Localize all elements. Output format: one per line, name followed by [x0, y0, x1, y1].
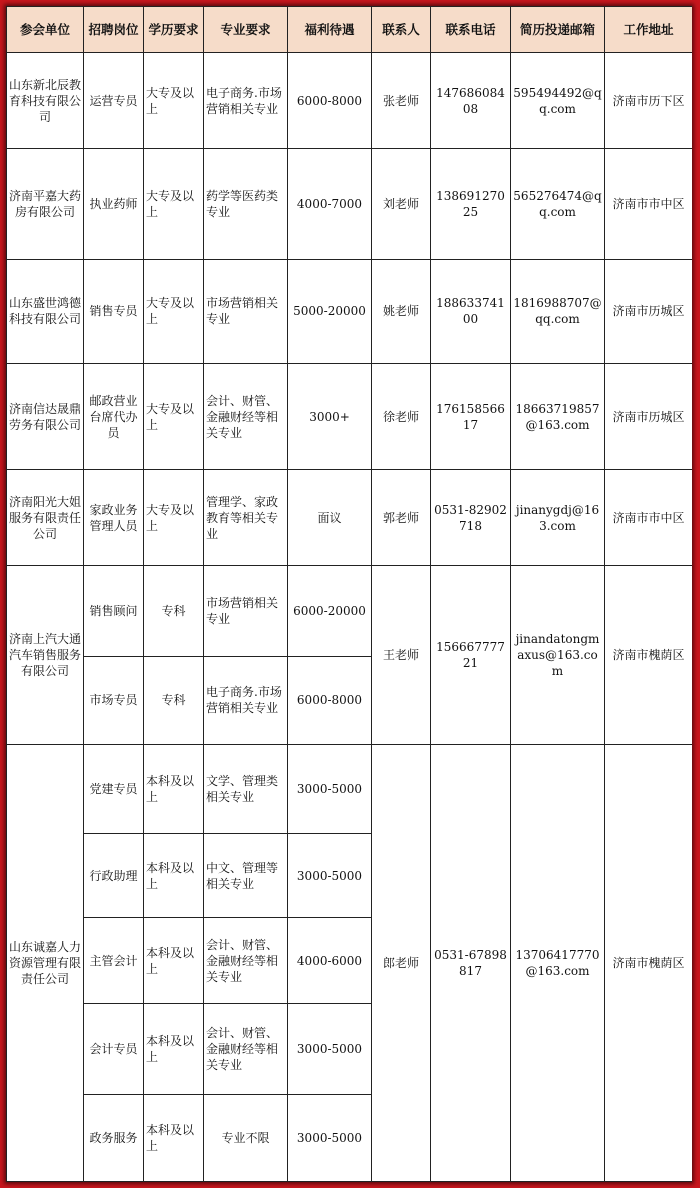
salary-cell: 3000-5000 — [288, 1094, 372, 1181]
email-cell: 1816988707@qq.com — [511, 259, 605, 363]
salary-cell: 3000-5000 — [288, 744, 372, 833]
education-cell: 本科及以上 — [144, 918, 204, 1004]
phone-cell: 13869127025 — [431, 149, 511, 259]
salary-cell: 6000-20000 — [288, 566, 372, 656]
phone-cell: 0531-82902718 — [431, 470, 511, 566]
address-cell: 济南市市中区 — [605, 470, 693, 566]
education-cell: 大专及以上 — [144, 53, 204, 149]
company-cell: 济南阳光大姐服务有限责任公司 — [7, 470, 84, 566]
position-cell: 家政业务管理人员 — [84, 470, 144, 566]
address-cell: 济南市槐荫区 — [605, 744, 693, 1181]
header-phone: 联系电话 — [431, 7, 511, 53]
phone-cell: 17615856617 — [431, 363, 511, 469]
major-cell: 会计、财管、金融财经等相关专业 — [204, 363, 288, 469]
email-cell: 595494492@qq.com — [511, 53, 605, 149]
salary-cell: 4000-7000 — [288, 149, 372, 259]
email-cell: 18663719857@163.com — [511, 363, 605, 469]
education-cell: 本科及以上 — [144, 1004, 204, 1094]
company-cell: 济南上汽大通汽车销售服务有限公司 — [7, 566, 84, 744]
education-cell: 大专及以上 — [144, 363, 204, 469]
header-education: 学历要求 — [144, 7, 204, 53]
major-cell: 会计、财管、金融财经等相关专业 — [204, 918, 288, 1004]
salary-cell: 面议 — [288, 470, 372, 566]
email-cell: jinanygdj@163.com — [511, 470, 605, 566]
major-cell: 中文、管理等相关专业 — [204, 834, 288, 918]
address-cell: 济南市历城区 — [605, 363, 693, 469]
contact-cell: 姚老师 — [372, 259, 431, 363]
major-cell: 会计、财管、金融财经等相关专业 — [204, 1004, 288, 1094]
position-cell: 邮政营业台席代办员 — [84, 363, 144, 469]
contact-cell: 张老师 — [372, 53, 431, 149]
position-cell: 行政助理 — [84, 834, 144, 918]
salary-cell: 4000-6000 — [288, 918, 372, 1004]
position-cell: 会计专员 — [84, 1004, 144, 1094]
header-row — [7, 7, 693, 53]
major-cell: 市场营销相关专业 — [204, 259, 288, 363]
education-cell: 大专及以上 — [144, 149, 204, 259]
salary-cell: 6000-8000 — [288, 53, 372, 149]
phone-cell: 14768608408 — [431, 53, 511, 149]
salary-cell: 3000-5000 — [288, 834, 372, 918]
email-cell: 13706417770@163.com — [511, 744, 605, 1181]
header-email: 简历投递邮箱 — [511, 7, 605, 53]
major-cell: 药学等医药类专业 — [204, 149, 288, 259]
company-cell: 山东新北辰教育科技有限公司 — [7, 53, 84, 149]
phone-cell: 0531-67898817 — [431, 744, 511, 1181]
table-row — [7, 53, 693, 149]
major-cell: 电子商务.市场营销相关专业 — [204, 656, 288, 744]
position-cell: 市场专员 — [84, 656, 144, 744]
position-cell: 政务服务 — [84, 1094, 144, 1181]
company-cell: 山东诚嘉人力资源管理有限责任公司 — [7, 744, 84, 1181]
salary-cell: 6000-8000 — [288, 656, 372, 744]
position-cell: 执业药师 — [84, 149, 144, 259]
table-row — [7, 744, 693, 833]
major-cell: 电子商务.市场营销相关专业 — [204, 53, 288, 149]
email-cell: 565276474@qq.com — [511, 149, 605, 259]
recruitment-table — [6, 6, 692, 1182]
salary-cell: 3000+ — [288, 363, 372, 469]
position-cell: 党建专员 — [84, 744, 144, 833]
position-cell: 主管会计 — [84, 918, 144, 1004]
contact-cell: 郭老师 — [372, 470, 431, 566]
poster-frame — [6, 6, 692, 1182]
header-major: 专业要求 — [204, 7, 288, 53]
major-cell: 管理学、家政教育等相关专业 — [204, 470, 288, 566]
header-contact: 联系人 — [372, 7, 431, 53]
major-cell: 专业不限 — [204, 1094, 288, 1181]
header-address: 工作地址 — [605, 7, 693, 53]
major-cell: 文学、管理类相关专业 — [204, 744, 288, 833]
contact-cell: 徐老师 — [372, 363, 431, 469]
education-cell: 本科及以上 — [144, 834, 204, 918]
table-row — [7, 259, 693, 363]
education-cell: 大专及以上 — [144, 470, 204, 566]
table-row — [7, 363, 693, 469]
contact-cell: 刘老师 — [372, 149, 431, 259]
company-cell: 山东盛世鸿德科技有限公司 — [7, 259, 84, 363]
education-cell: 本科及以上 — [144, 744, 204, 833]
table-row — [7, 470, 693, 566]
address-cell: 济南市市中区 — [605, 149, 693, 259]
position-cell: 运营专员 — [84, 53, 144, 149]
contact-cell: 郎老师 — [372, 744, 431, 1181]
table-row — [7, 149, 693, 259]
education-cell: 本科及以上 — [144, 1094, 204, 1181]
position-cell: 销售顾问 — [84, 566, 144, 656]
education-cell: 专科 — [144, 566, 204, 656]
education-cell: 大专及以上 — [144, 259, 204, 363]
company-cell: 济南信达晟鼎劳务有限公司 — [7, 363, 84, 469]
header-salary: 福利待遇 — [288, 7, 372, 53]
major-cell: 市场营销相关专业 — [204, 566, 288, 656]
education-cell: 专科 — [144, 656, 204, 744]
email-cell: jinandatongmaxus@163.com — [511, 566, 605, 744]
header-position: 招聘岗位 — [84, 7, 144, 53]
address-cell: 济南市历下区 — [605, 53, 693, 149]
phone-cell: 15666777721 — [431, 566, 511, 744]
salary-cell: 3000-5000 — [288, 1004, 372, 1094]
company-cell: 济南平嘉大药房有限公司 — [7, 149, 84, 259]
salary-cell: 5000-20000 — [288, 259, 372, 363]
position-cell: 销售专员 — [84, 259, 144, 363]
address-cell: 济南市槐荫区 — [605, 566, 693, 744]
phone-cell: 18863374100 — [431, 259, 511, 363]
header-company: 参会单位 — [7, 7, 84, 53]
address-cell: 济南市历城区 — [605, 259, 693, 363]
contact-cell: 王老师 — [372, 566, 431, 744]
table-row — [7, 566, 693, 656]
